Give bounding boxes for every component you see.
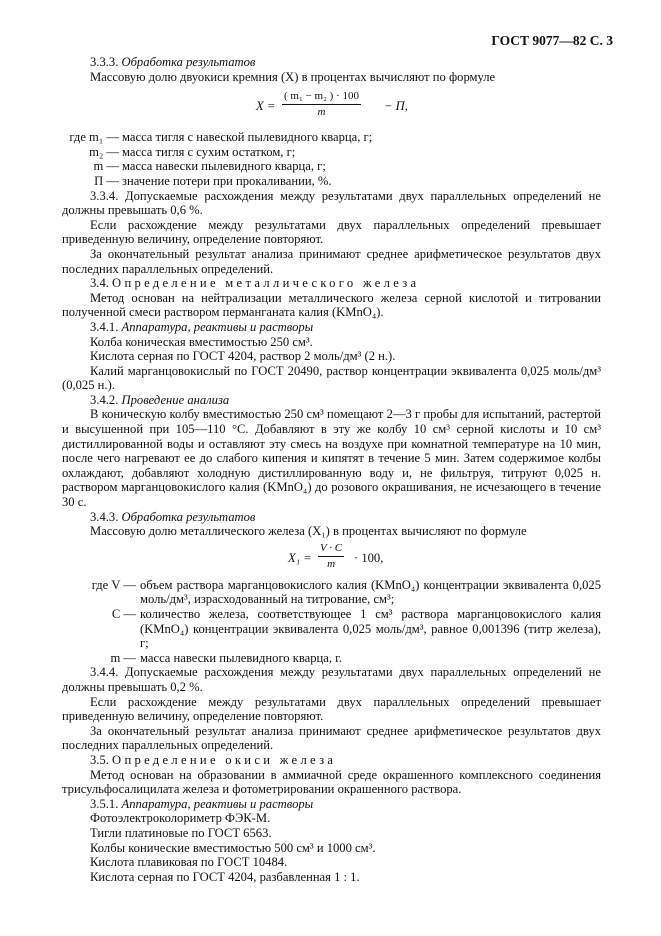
paragraph-3-5: Метод основан на образовании в аммиачной среде окрашенного комплексного соединения трисульфосалицилата железа и фотометрировании окрашенного раствора. <box>62 767 601 797</box>
def-term: где V — <box>91 577 136 592</box>
list-item: Колба коническая вместимостью 250 см³. <box>90 334 313 349</box>
section-heading-3-4-1: 3.4.1. Аппаратура, реактивы и растворы <box>90 319 314 334</box>
section-heading-3-3-3: 3.3.3. Обработка результатов <box>90 55 256 69</box>
formula-denominator: m <box>317 106 326 119</box>
formula-silica <box>62 85 601 127</box>
def-term: где m₁ — <box>69 130 119 145</box>
page-header: ГОСТ 9077—82 С. 3 <box>491 33 613 48</box>
def-text: масса тигля с сухим остатком, г; <box>122 144 296 159</box>
list-item: Кислота серная по ГОСТ 4204, раствор 2 моль/дм³ (2 н.). <box>90 349 396 364</box>
def-text: масса тигля с навеской пылевидного кварца, г; <box>122 130 373 145</box>
list-item: Кислота серная по ГОСТ 4204, разбавленная 1 : 1. <box>90 869 360 884</box>
def-term: C — <box>111 607 136 621</box>
def-term: m — <box>93 159 119 174</box>
formula-definitions-2 <box>62 578 601 666</box>
def-term: П — <box>94 173 119 188</box>
paragraph-3-4-4-b: Если расхождение между результатами двух параллельных определений превышает приведенную величину, определение повторяют. <box>62 694 601 724</box>
document-body <box>62 55 601 884</box>
paragraph-3-4-3-intro: Массовую долю металлического железа (X₁) в процентах вычисляют по формуле <box>90 524 527 539</box>
list-item: Кислота плавиковая по ГОСТ 10484. <box>90 855 288 870</box>
paragraph-3-3-4-c: За окончательный результат анализа принимают среднее арифметическое результатов двух последних параллельных определений. <box>62 246 601 276</box>
section-heading-3-4-3: 3.4.3. Обработка результатов <box>90 509 256 524</box>
formula-fraction <box>282 90 361 119</box>
section-heading-3-5: 3.5. Определение окиси железа <box>90 752 337 767</box>
paragraph-3-3-3-intro: Массовую долю двуокиси кремния (X) в процентах вычисляют по формуле <box>90 69 496 84</box>
formula-lhs: X₁ = <box>288 550 312 565</box>
paragraph-3-3-4-b: Если расхождение между результатами двух параллельных определений превышает приведенную величину, определение повторяют. <box>62 217 601 247</box>
def-text: масса навески пылевидного кварца, г. <box>140 650 343 665</box>
paragraph-3-4-1-c: Калий марганцовокислый по ГОСТ 20490, раствор концентрации эквивалента 0,025 моль/дм³ (0,025 н.). <box>62 363 601 393</box>
section-heading-3-4-2: 3.4.2. Проведение анализа <box>90 392 230 407</box>
paragraph-3-4-2: В коническую колбу вместимостью 250 см³ помещают 2—3 г пробы для испытаний, растертой и высушенной при 105—110 °С. Добавляют в эту же колбу 10 см³ серной кислоты и 10 см³ дистиллированной воды и оставляют эту смесь на воздухе при комнатной температуре на 10 мин, после чего нагревают ее до слабого кипения и кипятят в течение 5 мин. Затем содержимое колбы охлаждают, добавляют холодную дистиллированную воду и, не фильтруя, титруют 0,025 н. раствором марганцовокислого калия (KMnO₄) до розового окрашивания, не исчезающего в течение 30 с. <box>62 407 601 510</box>
list-item: Фотоэлектроколориметр ФЭК-М. <box>90 811 271 826</box>
paragraph-3-3-4: 3.3.4. Допускаемые расхождения между результатами двух параллельных определений не должны превышать 0,6 %. <box>62 188 601 218</box>
def-text: масса навески пылевидного кварца, г; <box>122 159 326 174</box>
formula-denominator: m <box>327 557 336 570</box>
paragraph-3-4-4-c: За окончательный результат анализа принимают среднее арифметическое результатов двух последних параллельных определений. <box>62 723 601 753</box>
def-text: значение потери при прокаливании, %. <box>122 173 332 188</box>
formula-iron <box>62 541 601 575</box>
section-heading-3-5-1: 3.5.1. Аппаратура, реактивы и растворы <box>90 796 314 811</box>
formula-lhs: X = <box>256 99 276 114</box>
formula-definitions-1 <box>62 130 601 188</box>
formula-tail: · 100, <box>354 550 384 565</box>
def-term: m — <box>110 650 136 665</box>
formula-fraction <box>318 542 344 571</box>
list-item: Тигли платиновые по ГОСТ 6563. <box>90 825 272 840</box>
formula-numerator: V · C <box>318 542 344 557</box>
paragraph-3-4: Метод основан на нейтрализации металлического железа серной кислотой и титровании полученной смеси раствором перманганата калия (KMnO₄). <box>62 290 601 320</box>
section-heading-3-4: 3.4. Определение металлического железа <box>90 276 420 291</box>
paragraph-3-4-4: 3.4.4. Допускаемые расхождения между результатами двух параллельных определений не должны превышать 0,2 %. <box>62 665 601 694</box>
def-term: m₂ — <box>89 144 119 159</box>
list-item: Колбы конические вместимостью 500 см³ и 1000 см³. <box>90 840 376 855</box>
def-text: количество железа, соответствующее 1 см³ раствора марганцовокислого калия (KMnO₄) концентрации эквивалента 0,025 моль/дм³, равное 0,001396 (титр железа), г; <box>140 607 601 651</box>
def-text: объем раствора марганцовокислого калия (KMnO₄) концентрации эквивалента 0,025 моль/дм³, израсходованный на титрование, см³; <box>140 577 601 607</box>
formula-tail: − П, <box>384 99 408 114</box>
formula-numerator: ( m₁ − m₂ ) · 100 <box>282 90 361 105</box>
